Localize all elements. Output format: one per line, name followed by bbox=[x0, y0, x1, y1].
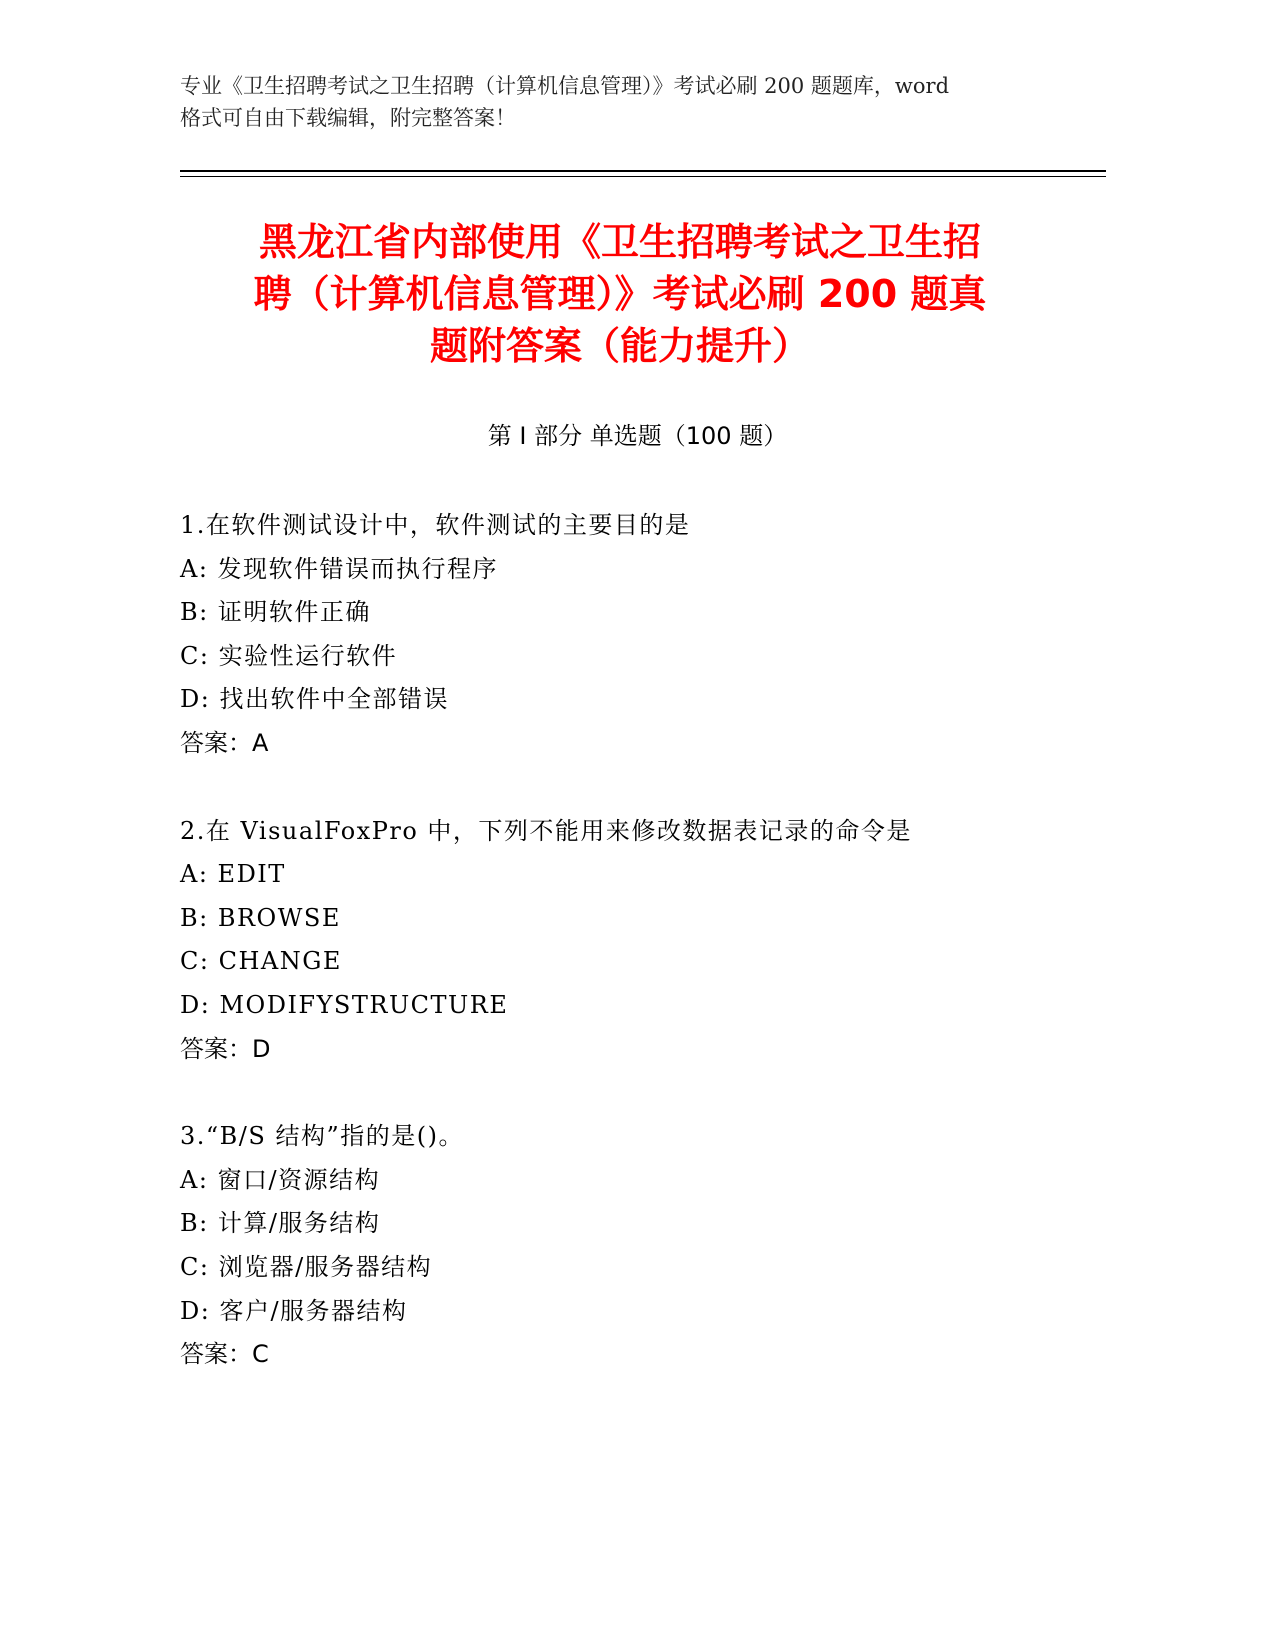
question-stem: 2.在 VisualFoxPro 中，下列不能用来修改数据表记录的命令是 bbox=[180, 816, 912, 845]
option-b: B: BROWSE bbox=[180, 903, 341, 932]
question-item bbox=[180, 1115, 1080, 1377]
answer-label: 答案：D bbox=[180, 1034, 271, 1063]
question-item bbox=[180, 504, 1080, 766]
option-d: D: MODIFYSTRUCTURE bbox=[180, 990, 509, 1019]
answer-label: 答案：C bbox=[180, 1340, 269, 1369]
option-a: A: 发现软件错误而执行程序 bbox=[180, 554, 499, 583]
option-c: C: 浏览器/服务器结构 bbox=[180, 1252, 433, 1281]
option-d: D: 找出软件中全部错误 bbox=[180, 685, 449, 714]
option-a: A: 窗口/资源结构 bbox=[180, 1165, 381, 1194]
option-c: C: CHANGE bbox=[180, 947, 342, 976]
document-title bbox=[180, 216, 1060, 372]
title-line-2: 聘（计算机信息管理）》考试必刷 200 题真 bbox=[253, 272, 987, 316]
answer-label: 答案：A bbox=[180, 728, 269, 757]
header-intro-line-1: 专业《卫生招聘考试之卫生招聘（计算机信息管理）》考试必刷 200 题题库，word bbox=[180, 74, 950, 98]
section-heading: 第 I 部分 单选题（100 题） bbox=[487, 422, 788, 450]
option-d: D: 客户/服务器结构 bbox=[180, 1296, 408, 1325]
header-divider-thin bbox=[180, 176, 1106, 177]
question-list bbox=[180, 504, 1080, 1421]
question-stem: 3.“B/S 结构”指的是()。 bbox=[180, 1122, 464, 1151]
question-stem: 1.在软件测试设计中，软件测试的主要目的是 bbox=[180, 511, 691, 539]
option-b: B: 证明软件正确 bbox=[180, 598, 371, 627]
page-header bbox=[180, 70, 1060, 134]
option-c: C: 实验性运行软件 bbox=[180, 641, 398, 670]
title-line-3: 题附答案（能力提升） bbox=[429, 324, 810, 368]
option-a: A: EDIT bbox=[180, 860, 286, 889]
header-divider-thick bbox=[180, 170, 1106, 172]
question-item bbox=[180, 810, 1080, 1072]
option-b: B: 计算/服务结构 bbox=[180, 1209, 381, 1238]
header-intro-line-2: 格式可自由下载编辑，附完整答案！ bbox=[180, 106, 516, 130]
title-line-1: 黑龙江省内部使用《卫生招聘考试之卫生招 bbox=[258, 220, 981, 264]
